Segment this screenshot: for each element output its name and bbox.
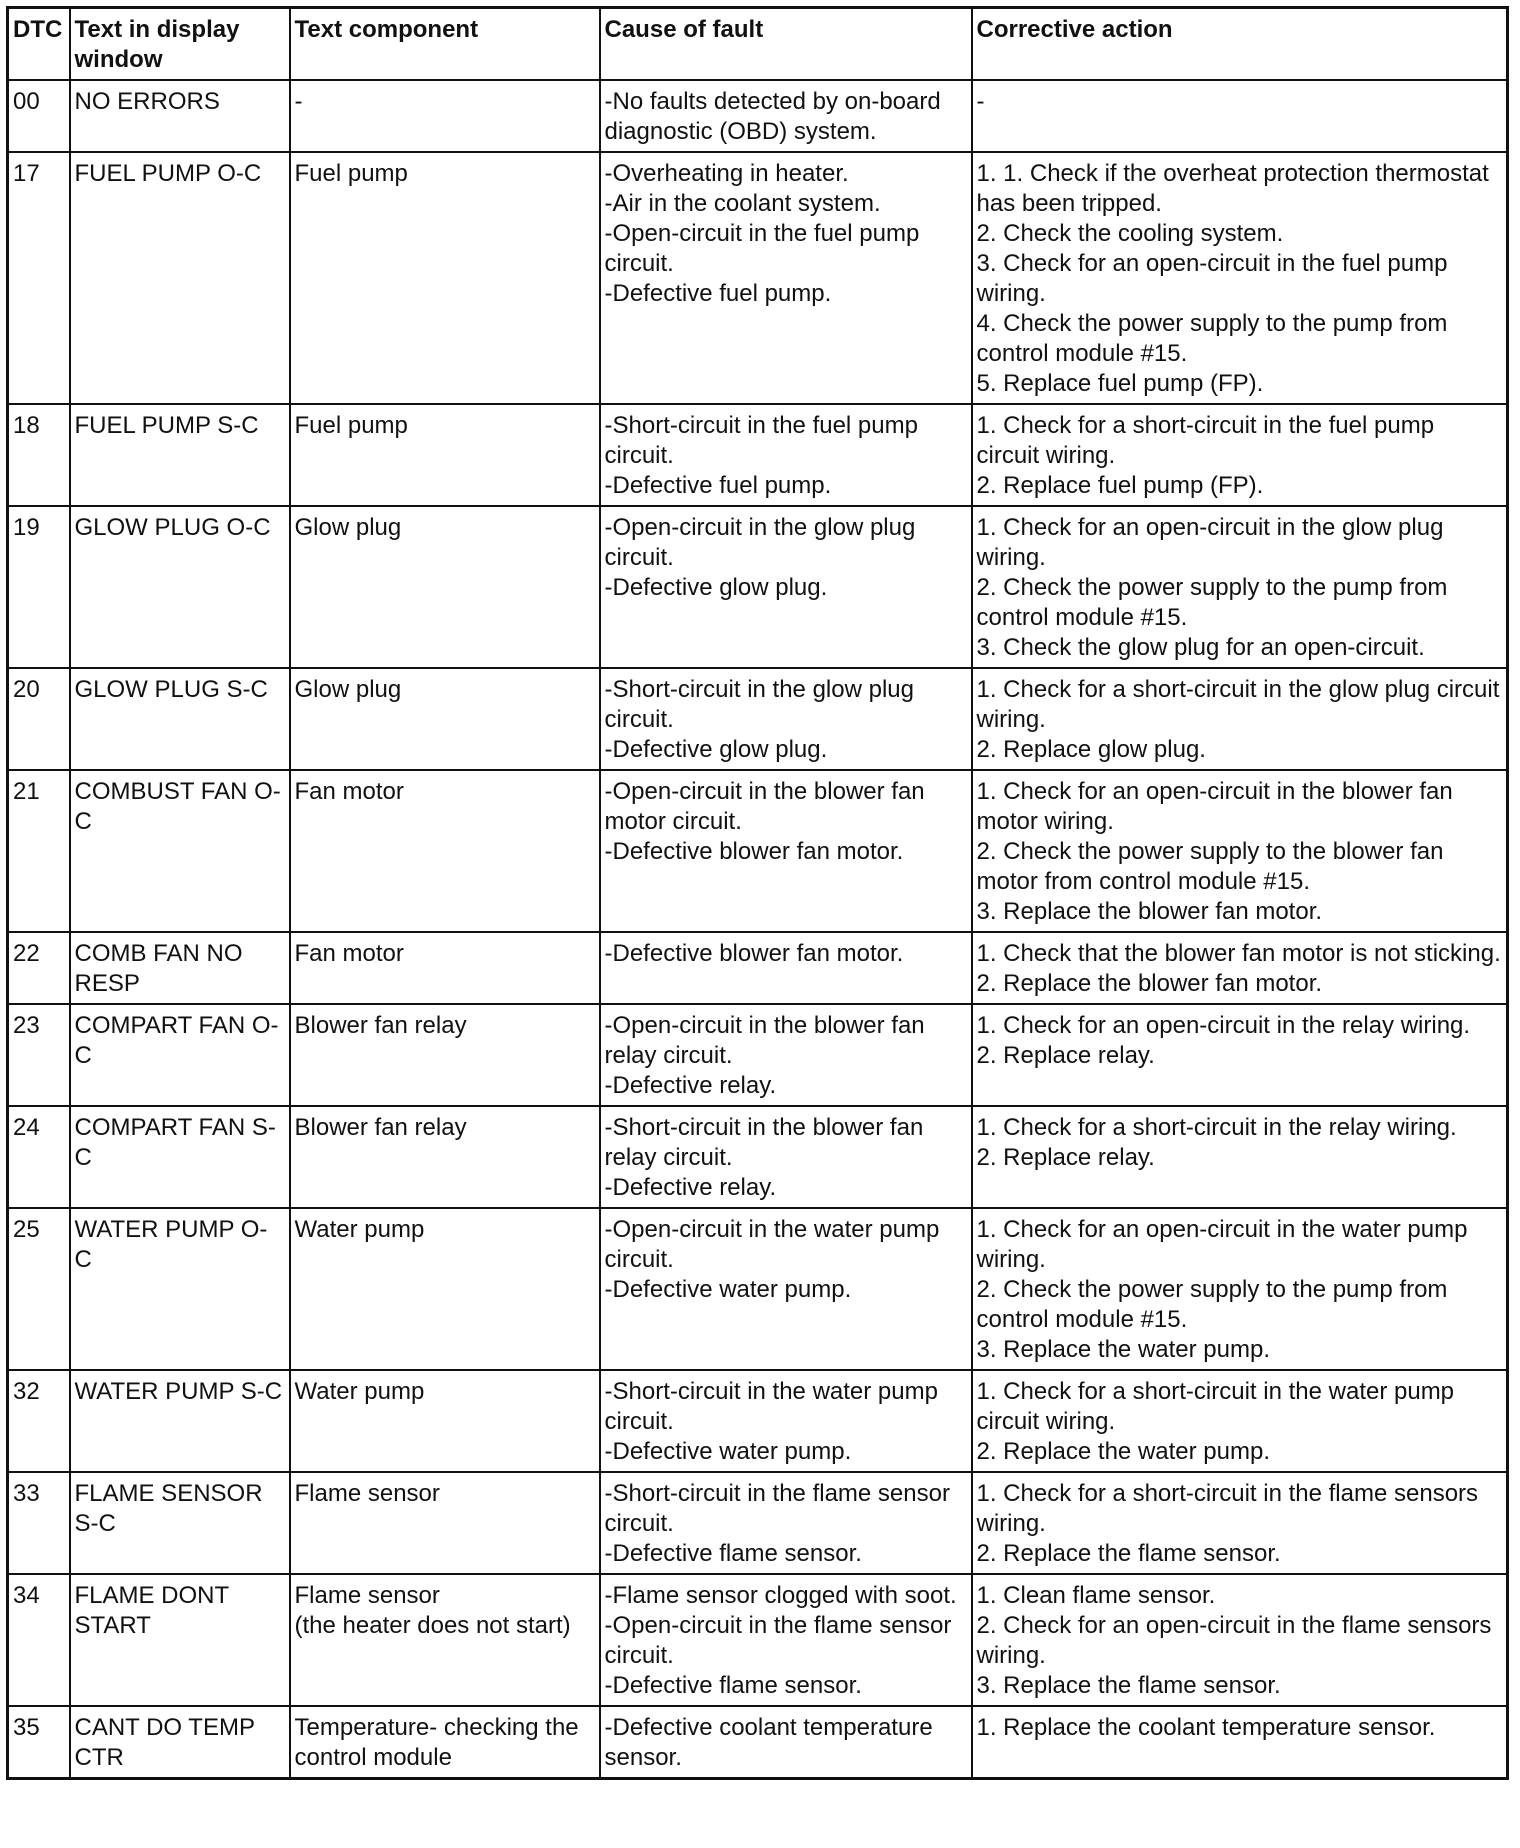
cell-display-text: COMPART FAN S-C xyxy=(70,1106,290,1208)
cell-display-text: GLOW PLUG O-C xyxy=(70,506,290,668)
cell-cause-of-fault: -Overheating in heater. -Air in the coolant system. -Open-circuit in the fuel pump circuit. -Defective fuel pump. xyxy=(600,152,972,404)
cell-corrective-action: 1. Check for a short-circuit in the water pump circuit wiring. 2. Replace the water pump. xyxy=(972,1370,1508,1472)
cell-dtc: 17 xyxy=(8,152,70,404)
table-header-row xyxy=(8,8,1508,81)
header-dtc: DTC xyxy=(8,8,70,81)
cell-display-text: COMB FAN NO RESP xyxy=(70,932,290,1004)
table-row xyxy=(8,1706,1508,1779)
table-row xyxy=(8,668,1508,770)
cell-cause-of-fault: -Defective coolant temperature sensor. xyxy=(600,1706,972,1779)
cell-corrective-action: 1. Replace the coolant temperature sensor. xyxy=(972,1706,1508,1779)
cell-display-text: FUEL PUMP O-C xyxy=(70,152,290,404)
table-row xyxy=(8,1208,1508,1370)
dtc-table-container xyxy=(6,6,1506,1780)
table-row xyxy=(8,1106,1508,1208)
cell-corrective-action: - xyxy=(972,80,1508,152)
cell-display-text: FLAME DONT START xyxy=(70,1574,290,1706)
cell-cause-of-fault: -Short-circuit in the flame sensor circuit. -Defective flame sensor. xyxy=(600,1472,972,1574)
header-text-component: Text component xyxy=(290,8,600,81)
cell-cause-of-fault: -Short-circuit in the water pump circuit. -Defective water pump. xyxy=(600,1370,972,1472)
cell-cause-of-fault: -Open-circuit in the glow plug circuit. -Defective glow plug. xyxy=(600,506,972,668)
cell-dtc: 18 xyxy=(8,404,70,506)
cell-corrective-action: 1. Check for a short-circuit in the relay wiring. 2. Replace relay. xyxy=(972,1106,1508,1208)
table-row xyxy=(8,152,1508,404)
table-row xyxy=(8,1472,1508,1574)
cell-corrective-action: 1. 1. Check if the overheat protection thermostat has been tripped. 2. Check the cooling system. 3. Check for an open-circuit in the fuel pump wiring. 4. Check the power supply to the pump from control module #15. 5. Replace fuel pump (FP). xyxy=(972,152,1508,404)
cell-text-component: Glow plug xyxy=(290,506,600,668)
cell-cause-of-fault: -Flame sensor clogged with soot. -Open-circuit in the flame sensor circuit. -Defective flame sensor. xyxy=(600,1574,972,1706)
cell-cause-of-fault: -Short-circuit in the blower fan relay circuit. -Defective relay. xyxy=(600,1106,972,1208)
cell-dtc: 24 xyxy=(8,1106,70,1208)
header-cause-of-fault: Cause of fault xyxy=(600,8,972,81)
cell-corrective-action: 1. Clean flame sensor. 2. Check for an open-circuit in the flame sensors wiring. 3. Replace the flame sensor. xyxy=(972,1574,1508,1706)
cell-cause-of-fault: -Short-circuit in the glow plug circuit. -Defective glow plug. xyxy=(600,668,972,770)
table-row xyxy=(8,1004,1508,1106)
table-row xyxy=(8,932,1508,1004)
cell-corrective-action: 1. Check for an open-circuit in the water pump wiring. 2. Check the power supply to the pump from control module #15. 3. Replace the water pump. xyxy=(972,1208,1508,1370)
table-row xyxy=(8,770,1508,932)
cell-cause-of-fault: -Open-circuit in the blower fan motor circuit. -Defective blower fan motor. xyxy=(600,770,972,932)
cell-text-component: - xyxy=(290,80,600,152)
cell-text-component: Fuel pump xyxy=(290,404,600,506)
cell-display-text: CANT DO TEMP CTR xyxy=(70,1706,290,1779)
table-row xyxy=(8,1370,1508,1472)
cell-cause-of-fault: -Open-circuit in the blower fan relay circuit. -Defective relay. xyxy=(600,1004,972,1106)
cell-text-component: Temperature- checking the control module xyxy=(290,1706,600,1779)
header-display-text: Text in display window xyxy=(70,8,290,81)
cell-display-text: GLOW PLUG S-C xyxy=(70,668,290,770)
cell-cause-of-fault: -Open-circuit in the water pump circuit. -Defective water pump. xyxy=(600,1208,972,1370)
cell-cause-of-fault: -Defective blower fan motor. xyxy=(600,932,972,1004)
dtc-table xyxy=(6,6,1509,1780)
cell-text-component: Fuel pump xyxy=(290,152,600,404)
cell-display-text: WATER PUMP O-C xyxy=(70,1208,290,1370)
header-corrective-action: Corrective action xyxy=(972,8,1508,81)
cell-dtc: 00 xyxy=(8,80,70,152)
cell-corrective-action: 1. Check for an open-circuit in the relay wiring. 2. Replace relay. xyxy=(972,1004,1508,1106)
cell-text-component: Flame sensor xyxy=(290,1472,600,1574)
cell-cause-of-fault: -Short-circuit in the fuel pump circuit. -Defective fuel pump. xyxy=(600,404,972,506)
cell-corrective-action: 1. Check for a short-circuit in the fuel pump circuit wiring. 2. Replace fuel pump (FP). xyxy=(972,404,1508,506)
cell-display-text: FLAME SENSOR S-C xyxy=(70,1472,290,1574)
cell-dtc: 19 xyxy=(8,506,70,668)
cell-text-component: Water pump xyxy=(290,1370,600,1472)
cell-display-text: FUEL PUMP S-C xyxy=(70,404,290,506)
cell-text-component: Flame sensor (the heater does not start) xyxy=(290,1574,600,1706)
cell-display-text: NO ERRORS xyxy=(70,80,290,152)
cell-text-component: Glow plug xyxy=(290,668,600,770)
cell-dtc: 35 xyxy=(8,1706,70,1779)
cell-text-component: Blower fan relay xyxy=(290,1106,600,1208)
cell-dtc: 34 xyxy=(8,1574,70,1706)
cell-corrective-action: 1. Check that the blower fan motor is not sticking. 2. Replace the blower fan motor. xyxy=(972,932,1508,1004)
cell-dtc: 25 xyxy=(8,1208,70,1370)
cell-dtc: 23 xyxy=(8,1004,70,1106)
cell-dtc: 21 xyxy=(8,770,70,932)
cell-display-text: COMBUST FAN O-C xyxy=(70,770,290,932)
cell-corrective-action: 1. Check for a short-circuit in the glow plug circuit wiring. 2. Replace glow plug. xyxy=(972,668,1508,770)
cell-text-component: Fan motor xyxy=(290,770,600,932)
cell-cause-of-fault: -No faults detected by on-board diagnostic (OBD) system. xyxy=(600,80,972,152)
table-row xyxy=(8,1574,1508,1706)
cell-corrective-action: 1. Check for a short-circuit in the flame sensors wiring. 2. Replace the flame sensor. xyxy=(972,1472,1508,1574)
cell-corrective-action: 1. Check for an open-circuit in the glow plug wiring. 2. Check the power supply to the pump from control module #15. 3. Check the glow plug for an open-circuit. xyxy=(972,506,1508,668)
table-row xyxy=(8,506,1508,668)
table-row xyxy=(8,80,1508,152)
cell-dtc: 33 xyxy=(8,1472,70,1574)
cell-corrective-action: 1. Check for an open-circuit in the blower fan motor wiring. 2. Check the power supply to the blower fan motor from control module #15. 3. Replace the blower fan motor. xyxy=(972,770,1508,932)
cell-dtc: 22 xyxy=(8,932,70,1004)
cell-text-component: Fan motor xyxy=(290,932,600,1004)
table-row xyxy=(8,404,1508,506)
cell-display-text: COMPART FAN O-C xyxy=(70,1004,290,1106)
cell-display-text: WATER PUMP S-C xyxy=(70,1370,290,1472)
cell-text-component: Blower fan relay xyxy=(290,1004,600,1106)
cell-dtc: 32 xyxy=(8,1370,70,1472)
cell-text-component: Water pump xyxy=(290,1208,600,1370)
cell-dtc: 20 xyxy=(8,668,70,770)
